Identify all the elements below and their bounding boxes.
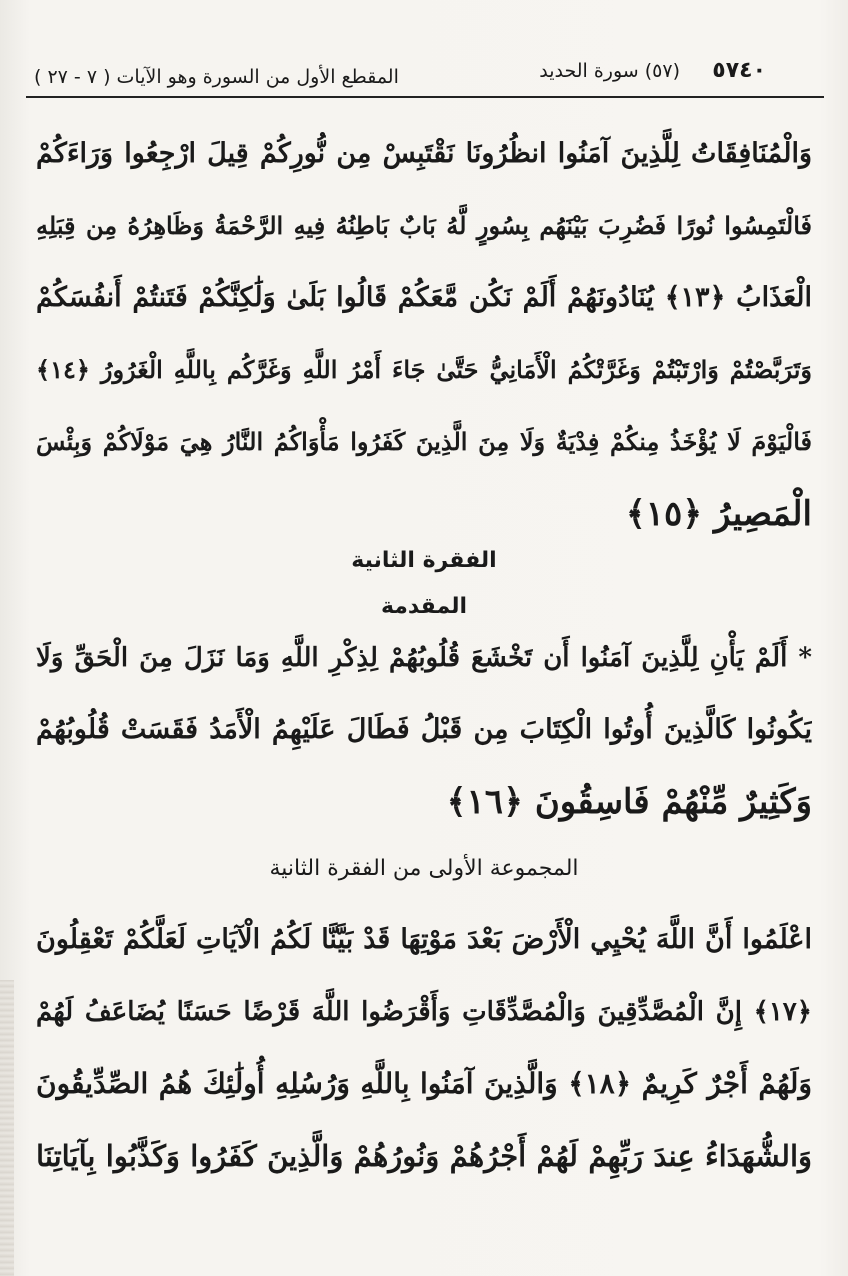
verse-line: ﴿١٧﴾ إِنَّ الْمُصَّدِّقِينَ وَالْمُصَّدِّقَاتِ وَأَقْرَضُوا اللَّهَ قَرْضًا حَسَنًا يُضَاعَفُ لَهُمْ [36, 997, 812, 1027]
group-heading: المجموعة الأولى من الفقرة الثانية [269, 856, 579, 881]
header-rule [26, 96, 824, 98]
page-header [26, 52, 764, 98]
intro-heading: المقدمة [380, 594, 468, 619]
verse-line: الْعَذَابُ ﴿١٣﴾ يُنَادُونَهُمْ أَلَمْ نَكُن مَّعَكُمْ قَالُوا بَلَىٰ وَلَٰكِنَّكُمْ فَتَنتُمْ أَنفُسَكُمْ [36, 282, 812, 313]
verses-13-15 [36, 118, 812, 550]
verse-line: فَالْيَوْمَ لَا يُؤْخَذُ مِنكُمْ فِدْيَةٌ وَلَا مِنَ الَّذِينَ كَفَرُوا مَأْوَاكُمُ النَّارُ هِيَ مَوْلَاكُمْ وَبِئْسَ [36, 427, 812, 456]
verses-17-19 [36, 904, 812, 1192]
verse-line: وَكَثِيرٌ مِّنْهُمْ فَاسِقُونَ ﴿١٦﴾ [446, 782, 812, 822]
verse-line: وَالْمُنَافِقَاتُ لِلَّذِينَ آمَنُوا انظُرُونَا نَقْتَبِسْ مِن نُّورِكُمْ قِيلَ ارْجِعُوا وَرَاءَكُمْ [36, 138, 812, 169]
verse-line: الْمَصِيرُ ﴿١٥﴾ [625, 494, 812, 534]
verse-line: * أَلَمْ يَأْنِ لِلَّذِينَ آمَنُوا أَن تَخْشَعَ قُلُوبُهُمْ لِذِكْرِ اللَّهِ وَمَا نَزَلَ مِنَ الْحَقِّ وَلَا [36, 643, 812, 673]
verse-line: يَكُونُوا كَالَّذِينَ أُوتُوا الْكِتَابَ مِن قَبْلُ فَطَالَ عَلَيْهِمُ الْأَمَدُ فَقَسَتْ قُلُوبُهُمْ [36, 714, 812, 745]
verse-line: وَلَهُمْ أَجْرٌ كَرِيمٌ ﴿١٨﴾ وَالَّذِينَ آمَنُوا بِاللَّهِ وَرُسُلِهِ أُولَٰئِكَ هُمُ الصِّدِّيقُونَ [36, 1067, 812, 1100]
verse-line: اعْلَمُوا أَنَّ اللَّهَ يُحْيِي الْأَرْضَ بَعْدَ مَوْتِهَا قَدْ بَيَّنَّا لَكُمُ الْآيَاتِ لَعَلَّكُمْ تَعْقِلُونَ [36, 924, 812, 955]
paragraph-heading: الفقرة الثانية [351, 548, 497, 573]
page-number: ٥٧٤٠ [712, 58, 766, 83]
surah-title: (٥٧) سورة الحديد [539, 60, 680, 82]
verse-line: وَالشُّهَدَاءُ عِندَ رَبِّهِمْ لَهُمْ أَجْرُهُمْ وَنُورُهُمْ وَالَّذِينَ كَفَرُوا وَكَذَّبُوا بِآيَاتِنَا [36, 1139, 812, 1173]
page-edge-shadow [0, 980, 14, 1276]
verse-line: وَتَرَبَّصْتُمْ وَارْتَبْتُمْ وَغَرَّتْكُمُ الْأَمَانِيُّ حَتَّىٰ جَاءَ أَمْرُ اللَّهِ وَغَرَّكُم بِاللَّهِ الْغَرُورُ ﴿١٤﴾ [36, 355, 812, 384]
verse-line: فَالْتَمِسُوا نُورًا فَضُرِبَ بَيْنَهُم بِسُورٍ لَّهُ بَابٌ بَاطِنُهُ فِيهِ الرَّحْمَةُ وَظَاهِرُهُ مِن قِبَلِهِ [36, 211, 812, 240]
verse-16 [36, 622, 812, 838]
section-title: المقطع الأول من السورة وهو الآيات ( ٧ - ٢٧ ) [34, 66, 399, 88]
